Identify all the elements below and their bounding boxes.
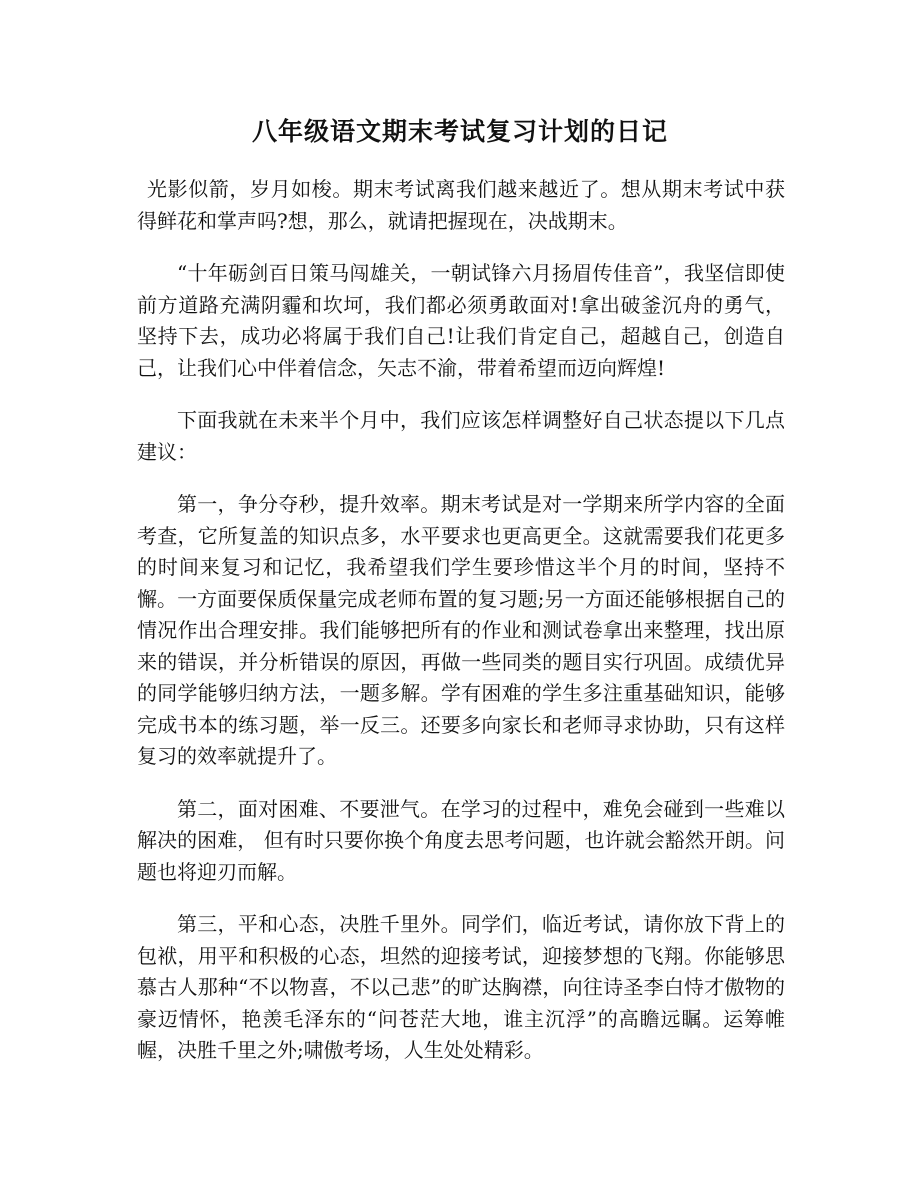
paragraph-intro: 光影似箭，岁月如梭。期末考试离我们越来越近了。想从期末考试中获得鲜花和掌声吗?想，那么，就请把握现在，决战期末。: [137, 177, 785, 233]
paragraph-suggestions-lead: 下面我就在未来半个月中，我们应该怎样调整好自己状态提以下几点建议：: [137, 408, 785, 464]
paragraph-resolve: “十年砺剑百日策马闯雄关，一朝试锋六月扬眉传佳音”，我坚信即使前方道路充满阴霾和坎坷，我们都必须勇敢面对!拿出破釜沉舟的勇气，坚持下去，成功必将属于我们自己!让我们肯定自己，超越自己，创造自己，让我们心中伴着信念，矢志不渝，带着希望而迈向辉煌!: [137, 261, 785, 380]
paragraph-point-two: 第二，面对困难、不要泄气。在学习的过程中，难免会碰到一些难以解决的困难， 但有时只要你换个角度去思考问题，也许就会豁然开朗。问题也将迎刃而解。: [137, 796, 785, 884]
paragraph-point-one: 第一，争分夺秒，提升效率。期末考试是对一学期来所学内容的全面考查，它所复盖的知识点多，水平要求也更高更全。这就需要我们花更多的时间来复习和记忆，我希望我们学生要珍惜这半个月的时间，坚持不懈。一方面要保质保量完成老师布置的复习题;另一方面还能够根据自己的情况作出合理安排。我们能够把所有的作业和测试卷拿出来整理，找出原来的错误，并分析错误的原因，再做一些同类的题目实行巩固。成绩优异的同学能够归纳方法，一题多解。学有困难的学生多注重基础知识，能够完成书本的练习题，举一反三。还要多向家长和老师寻求协助，只有这样复习的效率就提升了。: [137, 492, 785, 768]
paragraph-point-three: 第三，平和心态，决胜千里外。同学们，临近考试，请你放下背上的包袱，用平和积极的心态，坦然的迎接考试，迎接梦想的飞翔。你能够思慕古人那种“不以物喜，不以己悲”的旷达胸襟，向往诗圣李白恃才傲物的豪迈情怀，艳羡毛泽东的“问苍茫大地，谁主沉浮”的高瞻远瞩。运筹帷幄，决胜千里之外;啸傲考场，人生处处精彩。: [137, 912, 785, 1062]
document-body: [137, 174, 785, 1088]
document-title: 八年级语文期末考试复习计划的日记: [251, 117, 668, 146]
